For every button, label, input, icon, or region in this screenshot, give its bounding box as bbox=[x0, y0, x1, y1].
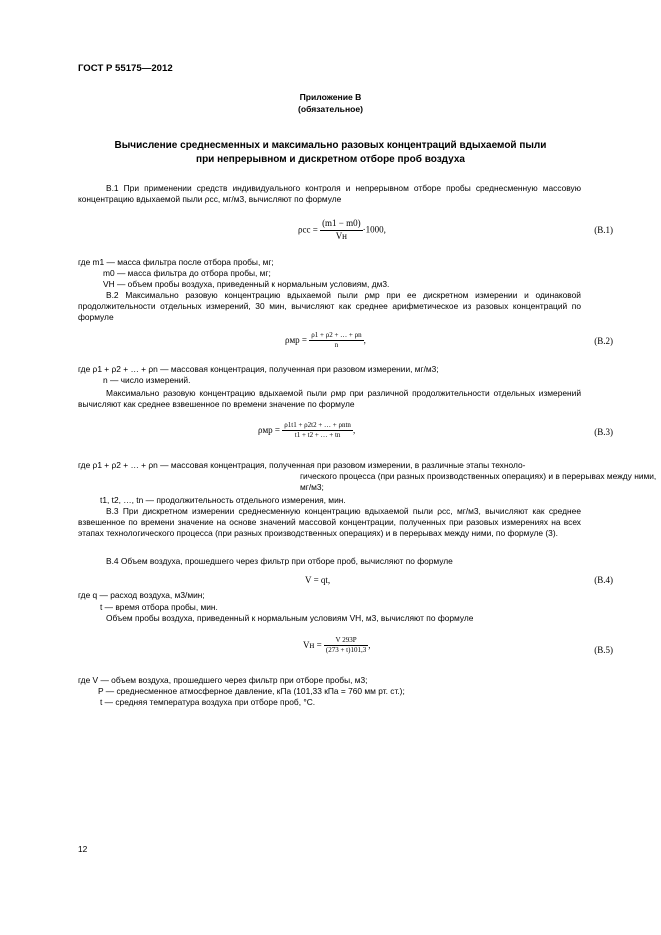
formula-b1-lhs: ρсс = bbox=[298, 224, 318, 235]
formula-b4: V = qt, bbox=[305, 575, 331, 585]
appendix-label: Приложение В bbox=[299, 92, 362, 102]
formula-b1 bbox=[298, 218, 386, 243]
formula-b2-num: ρ1 + ρ2 + … + ρn bbox=[309, 331, 363, 341]
formula-b2 bbox=[285, 331, 366, 350]
where2-line2: n — число измерений. bbox=[103, 375, 191, 385]
where1-line3: VН — объем пробы воздуха, приведенный к нормальным условиям, дм3. bbox=[103, 279, 390, 289]
formula-b3 bbox=[258, 421, 355, 440]
formula-b3-tag: (В.3) bbox=[594, 427, 613, 437]
paragraph-b1: В.1 При применении средств индивидуального контроля и непрерывном отборе пробы среднесменную массовую концентрацию вдыхаемой пыли ρсс, мг/м3, вычисляют по формуле bbox=[78, 183, 581, 205]
formula-b4-tag: (В.4) bbox=[594, 575, 613, 585]
formula-b5-tail: , bbox=[368, 639, 371, 650]
where3-line1b: гического процесса (при разных производственных операциях) и в перерывах между ними, bbox=[300, 471, 657, 481]
paragraph-b2: В.2 Максимально разовую концентрацию вдыхаемой пыли ρмр при ее дискретном измерении и одинаковой продолжительности отдельных измерений, 30 мин, вычисляют как среднее арифметическое из разовых концентраций по формуле bbox=[78, 290, 581, 323]
title-line-1: Вычисление среднесменных и максимально разовых концентраций вдыхаемой пыли bbox=[114, 140, 547, 151]
where5-line2: P — среднесменное атмосферное давление, кПа (101,33 кПа = 760 мм рт. ст.); bbox=[98, 686, 405, 696]
formula-b3-tail: , bbox=[352, 424, 356, 435]
formula-b3-den: t1 + t2 + … + tn bbox=[294, 431, 341, 440]
where3-line1c: мг/м3; bbox=[300, 482, 324, 492]
formula-b1-tail: ·1000, bbox=[362, 224, 386, 235]
formula-b5-tag: (В.5) bbox=[594, 645, 613, 655]
formula-b2-tail: , bbox=[363, 334, 366, 345]
page-number: 12 bbox=[78, 844, 88, 854]
where1-line1: где m1 — масса фильтра после отбора пробы, мг; bbox=[78, 257, 274, 267]
formula-b3-num: ρ1t1 + ρ2t2 + … + ρntn bbox=[282, 421, 353, 431]
formula-b5-num: V 293P bbox=[324, 636, 368, 646]
formula-b5-den: (273 + t)101,3 bbox=[325, 646, 367, 655]
where2-line1: где ρ1 + ρ2 + … + ρn — массовая концентрация, полученная при разовом измерении, мг/м3; bbox=[78, 364, 439, 374]
formula-b3-lhs: ρмр = bbox=[258, 424, 281, 435]
formula-b2-den: n bbox=[334, 341, 339, 350]
formula-b1-num: (m1 − m0) bbox=[320, 218, 363, 231]
where5-line1: где V — объем воздуха, прошедшего через фильтр при отборе пробы, м3; bbox=[78, 675, 368, 685]
formula-b2-lhs: ρмр = bbox=[285, 334, 308, 345]
formula-b2-tag: (В.2) bbox=[594, 336, 613, 346]
where3-line2: t1, t2, …, tn — продолжительность отдельного измерения, мин. bbox=[100, 495, 346, 505]
where1-line2: m0 — масса фильтра до отбора пробы, мг; bbox=[103, 268, 271, 278]
formula-b5-lhs: Vн = bbox=[303, 639, 322, 650]
title-line-2: при непрерывном и дискретном отборе проб воздуха bbox=[196, 153, 465, 165]
where5-line3: t — средняя температура воздуха при отборе проб, °С. bbox=[100, 697, 316, 707]
where4-line2: t — время отбора пробы, мин. bbox=[100, 602, 218, 612]
formula-b1-tag: (В.1) bbox=[594, 225, 613, 235]
formula-b1-den: Vн bbox=[335, 230, 348, 241]
where4-line1: где q — расход воздуха, м3/мин; bbox=[78, 590, 205, 600]
paragraph-b3: В.3 При дискретном измерении среднесменную концентрацию вдыхаемой пыли ρсс, мг/м3, вычисляют как среднее взвешенное по времени значение на основе значений массовой концентрации, полученных при разовых измерениях на всех этапах технологического процесса (при разных производственных операциях) и в перерывах между ними, по формуле (3). bbox=[78, 506, 581, 539]
where3-line1a: где ρ1 + ρ2 + … + ρn — массовая концентрация, полученная при разовом измерении, в различные этапы техноло- bbox=[78, 460, 526, 470]
appendix-status: (обязательное) bbox=[297, 104, 364, 114]
paragraph-b2b: Максимально разовую концентрацию вдыхаемой пыли ρмр при различной продолжительности отдельных измерений вычисляют как среднее взвешенное по времени значение по формуле bbox=[78, 388, 581, 410]
where4-line3: Объем пробы воздуха, приведенный к нормальным условиям VН, м3, вычисляют по формуле bbox=[106, 613, 474, 623]
paragraph-b4: В.4 Объем воздуха, прошедшего через фильтр при отборе проб, вычисляют по формуле bbox=[106, 556, 453, 566]
section-title bbox=[60, 139, 601, 166]
formula-b5 bbox=[303, 636, 370, 655]
document-header: ГОСТ Р 55175—2012 bbox=[78, 63, 173, 74]
